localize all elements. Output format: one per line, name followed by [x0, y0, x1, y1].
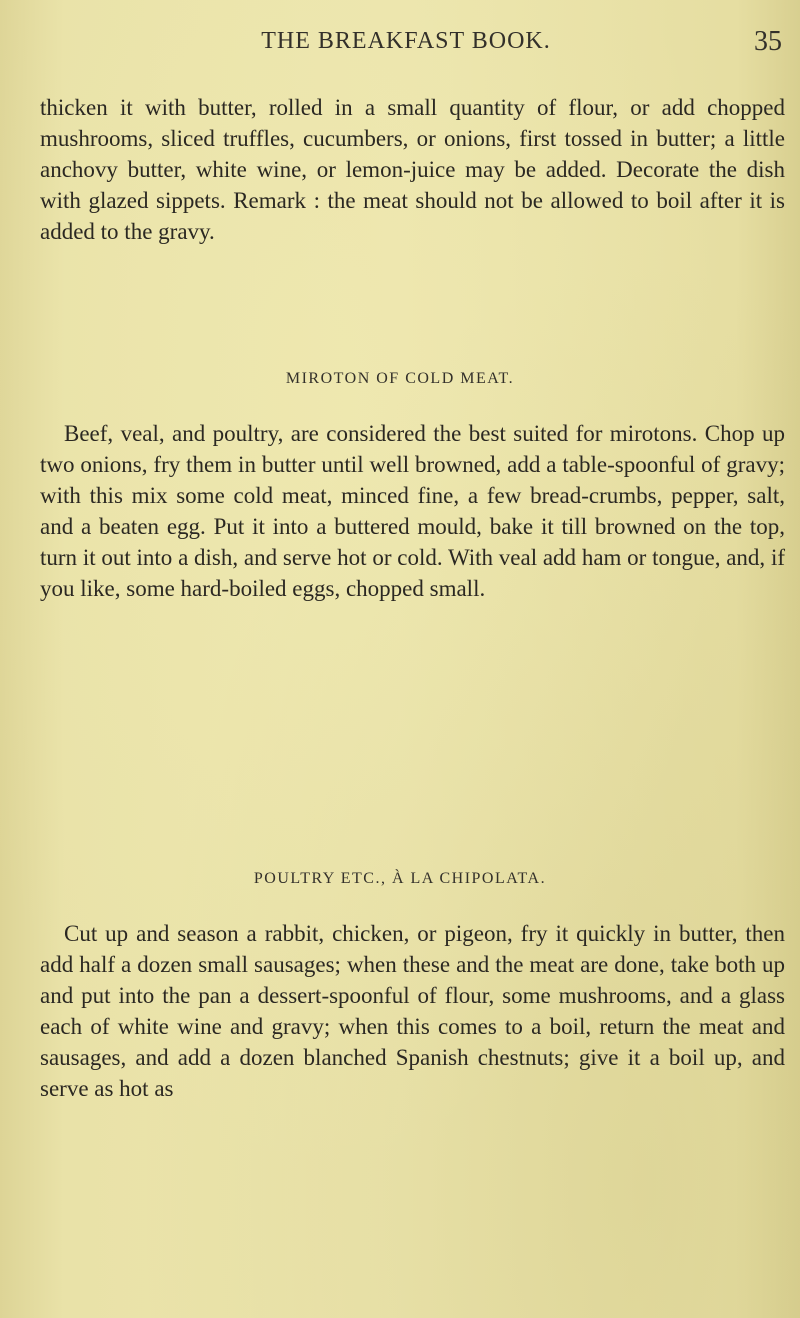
- chipolata-paragraph-block: [40, 918, 785, 1104]
- chipolata-paragraph: Cut up and season a rabbit, chicken, or pigeon, fry it quickly in butter, then add half a dozen small sausages; when these and the meat are done, take both up and put into the pan a dessert-spoonful of flour, some mushrooms, and a glass each of white wine and gravy; when this comes to a boil, return the meat and sausages, and add a dozen blanched Spanish chestnuts; give it a boil up, and serve as hot as: [40, 921, 785, 1101]
- page-number: 35: [754, 26, 782, 57]
- miroton-paragraph-block: [40, 418, 785, 604]
- section-heading-chipolata: POULTRY ETC., À LA CHIPOLATA.: [253, 870, 547, 887]
- running-head: THE BREAKFAST BOOK.: [261, 28, 551, 54]
- page-header: [30, 20, 782, 60]
- continuation-paragraph-block: [40, 92, 785, 247]
- continuation-paragraph: thicken it with butter, rolled in a small quantity of flour, or add chopped mushrooms, sliced truffles, cucumbers, or onions, first tossed in butter; a little anchovy butter, white wine, or lemon-juice may be added. Decorate the dish with glazed sippets. Remark : the meat should not be allowed to boil after it is added to the gravy.: [40, 95, 785, 244]
- miroton-paragraph: Beef, veal, and poultry, are considered the best suited for mirotons. Chop up two onions, fry them in butter until well browned, add a table-spoonful of gravy; with this mix some cold meat, minced fine, a few bread-crumbs, pepper, salt, and a beaten egg. Put it into a buttered mould, bake it till browned on the top, turn it out into a dish, and serve hot or cold. With veal add ham or tongue, and, if you like, some hard-boiled eggs, chopped small.: [40, 421, 785, 601]
- section-heading-miroton: MIROTON OF COLD MEAT.: [285, 370, 515, 387]
